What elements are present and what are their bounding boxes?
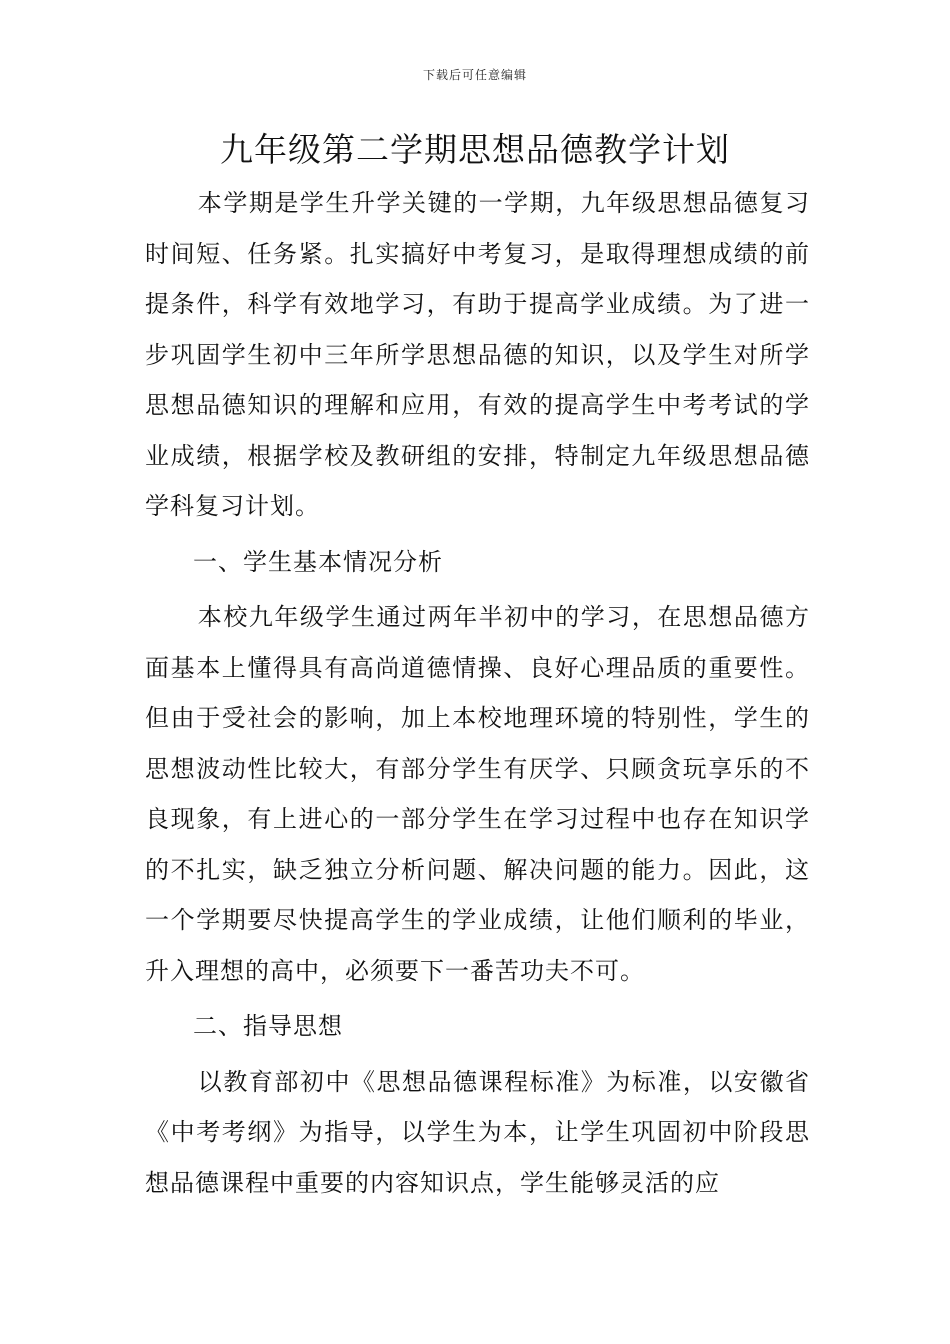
document-body (145, 178, 810, 1208)
section-heading-guiding-ideology: 二、指导思想 (193, 1012, 343, 1040)
section-heading-student-analysis: 一、学生基本情况分析 (193, 547, 443, 576)
paragraph-guiding-ideology: 以教育部初中《思想品德课程标准》为标准，以安徽省《中考考纲》为指导，以学生为本，让学生巩固初中阶段思想品德课程中重要的内容知识点，学生能够灵活的应 (145, 1067, 810, 1197)
header-note: 下载后可任意编辑 (422, 68, 527, 82)
paragraph-student-analysis: 本校九年级学生通过两年半初中的学习，在思想品德方面基本上懂得具有高尚道德情操、良好心理品质的重要性。但由于受社会的影响，加上本校地理环境的特别性，学生的思想波动性比较大，有部分学生有厌学、只顾贪玩享乐的不良现象，有上进心的一部分学生在学习过程中也存在知识学的不扎实，缺乏独立分析问题、解决问题的能力。因此，这一个学期要尽快提高学生的学业成绩，让他们顺利的毕业，升入理想的高中，必须要下一番苦功夫不可。 (145, 603, 810, 985)
paragraph-intro: 本学期是学生升学关键的一学期，九年级思想品德复习时间短、任务紧。扎实搞好中考复习，是取得理想成绩的前提条件，科学有效地学习，有助于提高学业成绩。为了进一步巩固学生初中三年所学思想品德的知识，以及学生对所学思想品德知识的理解和应用，有效的提高学生中考考试的学业成绩，根据学校及教研组的安排，特制定九年级思想品德学科复习计划。 (145, 189, 810, 520)
document-title: 九年级第二学期思想品德教学计划 (220, 130, 730, 169)
